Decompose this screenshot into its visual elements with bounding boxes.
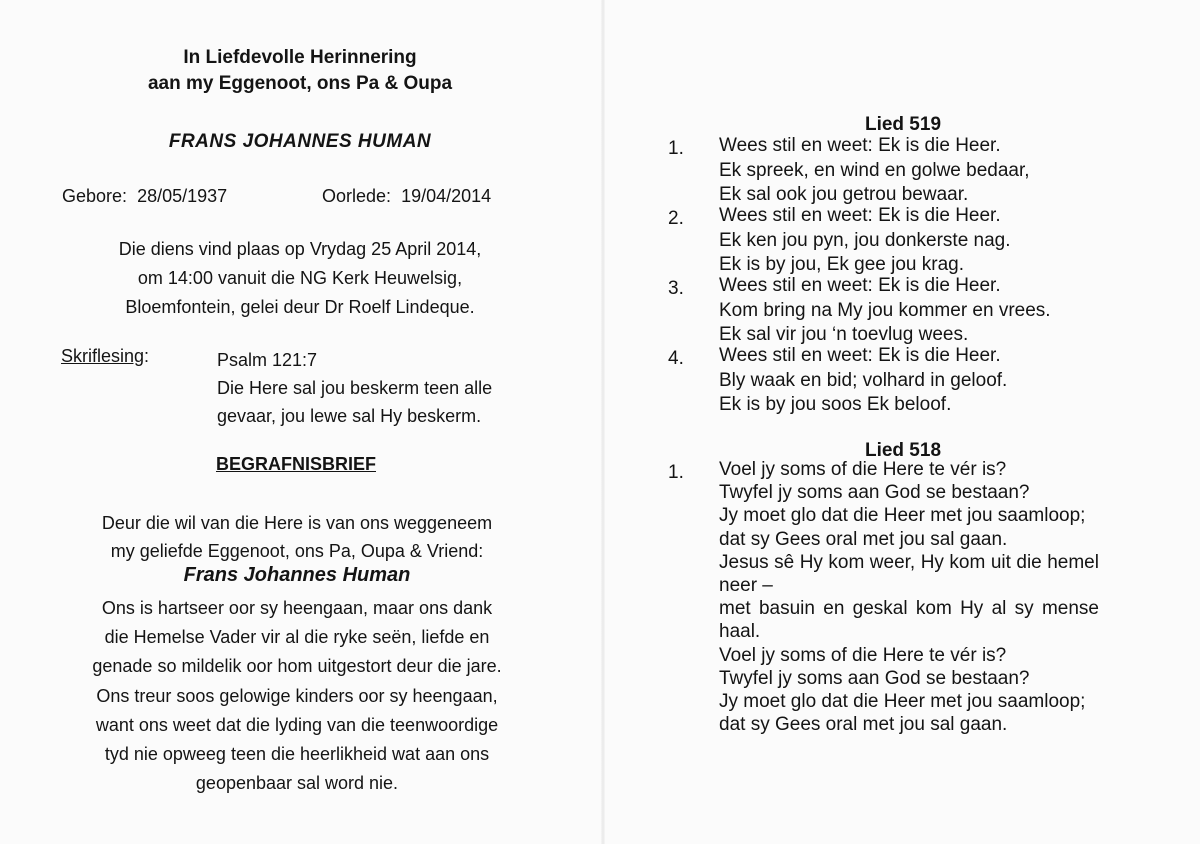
verse-line: Jy moet glo dat die Heer met jou saamloop; [719,505,1086,527]
verse-number: 3. [668,278,684,299]
word: uit [990,551,1011,573]
right-page [606,0,1200,844]
word: kom [949,551,986,573]
letter-body-line: die Hemelse Vader vir al die ryke seën, liefde en [104,627,490,648]
verse-line: neer – [719,575,773,597]
word: Hy [920,551,944,573]
word: sê [774,551,795,573]
verse-number: 1. [668,138,684,159]
word: die [1016,551,1042,573]
died-line [322,186,491,207]
verse-lines [719,134,1030,208]
word: kom [915,598,952,620]
verse-line: Ek sal vir jou ‘n toevlug wees. [719,324,969,345]
verse-line: Ek is by jou, Ek gee jou krag. [719,254,965,275]
died-label: Oorlede: [322,186,392,206]
verse-line: Voel jy soms of die Here te vér is? [719,459,1007,480]
verse-line: Kom bring na My jou kommer en vrees. [719,299,1051,321]
verse-lines [719,274,1051,348]
service-details [0,235,600,322]
verse-line-justified [719,551,1099,574]
word: geskal [852,598,908,620]
hymn-519-title: Lied 519 [864,114,942,135]
verse-line: Twyfel jy soms aan God se bestaan? [719,482,1030,504]
verse-line: Wees stil en weet: Ek is die Heer. [719,205,1001,226]
scripture-line1: Die Here sal jou beskerm teen alle [217,378,493,398]
letter-body-line: tyd nie opweeg teen die heerlikheid wat aan ons [104,744,490,765]
verse-line: Bly waak en bid; volhard in geloof. [719,369,1008,391]
word: mense [1041,598,1099,620]
letter-body [0,594,594,798]
verse-line: Ek sal ook jou getrou bewaar. [719,184,969,205]
memorial-heading-line1: In Liefdevolle Herinnering [183,47,417,68]
verse-line: haal. [719,621,761,643]
word: hemel [1047,551,1099,573]
verse-line: Voel jy soms of die Here te vér is? [719,644,1007,666]
word: Jesus [719,551,769,573]
hymn-518-title: Lied 518 [864,440,942,461]
word: sy [1014,598,1034,620]
died-date: 19/04/2014 [401,186,492,206]
word: met [719,598,751,620]
verse-lines [719,458,1099,736]
verse-line: Ek is by jou soos Ek beloof. [719,394,952,415]
word: Hy [960,598,984,620]
verse-line: Jy moet glo dat die Heer met jou saamloop; [719,691,1086,713]
word: Hy [799,551,823,573]
letter-intro [0,509,594,565]
verse-number: 4. [668,348,684,369]
verse-lines [719,344,1007,418]
scripture-label-colon: : [144,346,150,366]
verse-line: dat sy Gees oral met jou sal gaan. [719,528,1008,550]
scripture-label-text: Skriflesing [61,346,145,366]
verse-number: 2. [668,208,684,229]
scripture-label [61,346,149,367]
letter-name: Frans Johannes Human [183,564,411,586]
verse-lines [719,204,1011,278]
verse-line: Ek ken jou pyn, jou donkerste nag. [719,229,1011,251]
word: al [991,598,1007,620]
scripture-line2: gevaar, jou lewe sal Hy beskerm. [217,406,482,426]
burial-letter-heading: BEGRAFNISBRIEF [215,454,376,474]
born-date: 28/05/1937 [137,186,228,206]
verse-number: 1. [668,462,684,483]
letter-intro-line2: my geliefde Eggenoot, ons Pa, Oupa & Vriend: [110,541,484,561]
memorial-heading-line2: aan my Eggenoot, ons Pa & Oupa [147,73,453,94]
word: en [823,598,845,620]
verse-line: dat sy Gees oral met jou sal gaan. [719,714,1008,736]
letter-body-line: Ons treur soos gelowige kinders oor sy heengaan, [96,685,498,706]
deceased-name: FRANS JOHANNES HUMAN [168,131,432,152]
service-line1: Die diens vind plaas op Vrydag 25 April 2014, [118,239,482,259]
word: basuin [758,598,815,620]
word: kom [828,551,865,573]
born-label: Gebore: [62,186,128,206]
verse-line: Wees stil en weet: Ek is die Heer. [719,135,1001,156]
scripture-reference: Psalm 121:7 [217,350,318,370]
service-line3: Bloemfontein, gelei deur Dr Roelf Lindeque. [125,297,475,317]
verse-line: Ek spreek, en wind en golwe bedaar, [719,159,1030,181]
verse-line: Wees stil en weet: Ek is die Heer. [719,275,1001,296]
verse-line-justified [719,597,1099,620]
page-fold [601,0,605,844]
born-line [62,186,227,207]
word: weer, [869,551,916,573]
scripture-text [217,346,492,430]
service-line2: om 14:00 vanuit die NG Kerk Heuwelsig, [137,268,463,288]
verse-line: Twyfel jy soms aan God se bestaan? [719,667,1030,689]
verse-line: Wees stil en weet: Ek is die Heer. [719,345,1001,366]
letter-body-line: Ons is hartseer oor sy heengaan, maar ons dank [101,598,493,618]
letter-body-line: geopenbaar sal word nie. [195,773,399,794]
letter-body-line: want ons weet dat die lyding van die teenwoordige [95,714,499,735]
letter-body-line: genade so mildelik oor hom uitgestort deur die jare. [92,656,502,677]
memorial-heading [0,45,600,97]
letter-intro-line1: Deur die wil van die Here is van ons weggeneem [101,513,493,533]
